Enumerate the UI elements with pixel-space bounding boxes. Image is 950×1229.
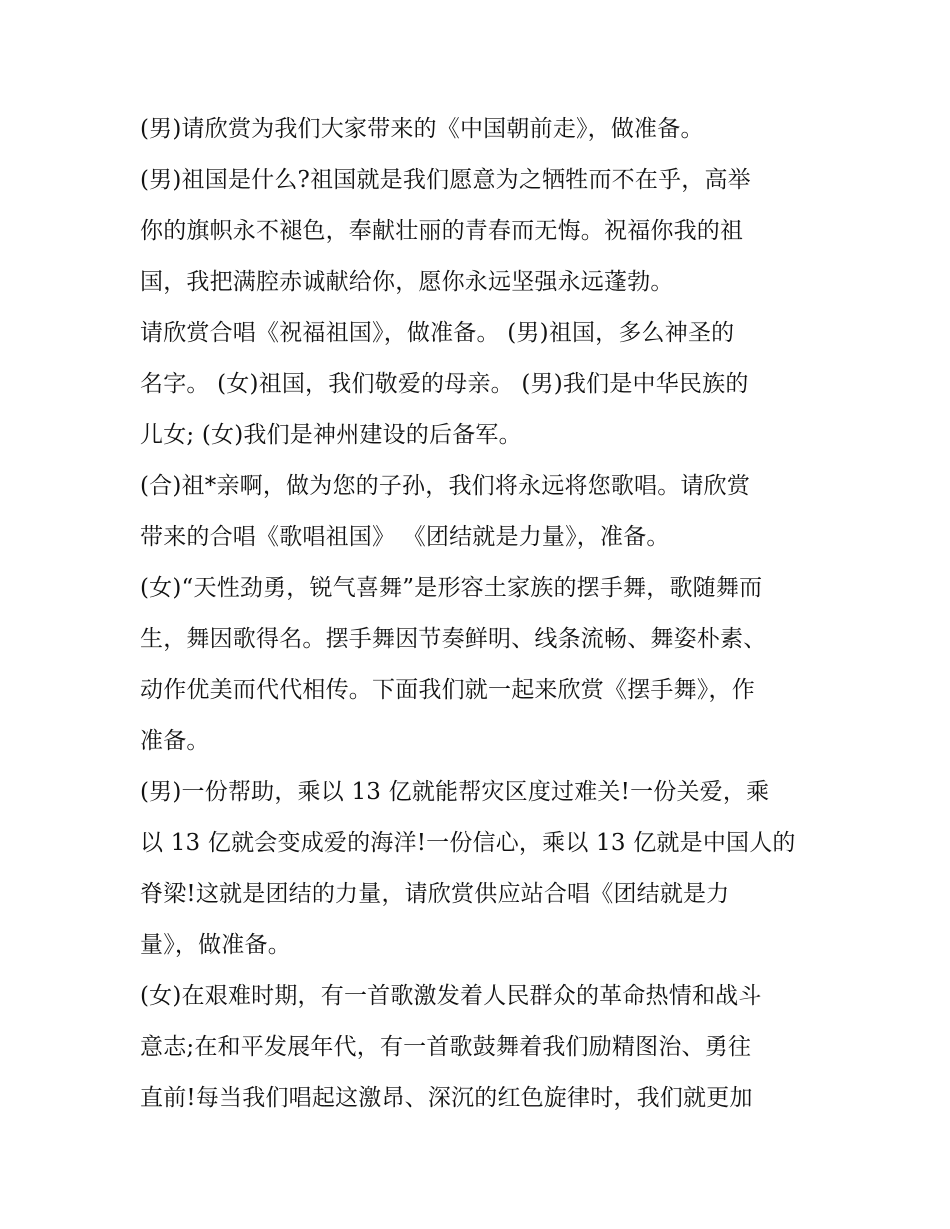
- text-line: 带来的合唱《歌唱祖国》 《团结就是力量》，准备。: [140, 524, 670, 550]
- text-line: (女)在艰难时期，有一首歌激发着人民群众的革命热情和战斗: [140, 983, 762, 1009]
- text-line: 请欣赏合唱《祝福祖国》，做准备。 (男)祖国，多么神圣的: [140, 320, 735, 346]
- text-line: 生，舞因歌得名。摆手舞因节奏鲜明、线条流畅、舞姿朴素、: [140, 626, 767, 652]
- text-line: (合)祖*亲啊，做为您的子孙，我们将永远将您歌唱。请欣赏: [140, 473, 751, 499]
- text-line: 儿女; (女)我们是神州建设的后备军。: [140, 422, 522, 448]
- document-body: [140, 104, 820, 1124]
- text-line: 名字。 (女)祖国，我们敬爱的母亲。 (男)我们是中华民族的: [140, 371, 749, 397]
- text-line: (男)一份帮助，乘以 13 亿就能帮灾区度过难关!一份关爱，乘: [140, 779, 770, 805]
- text-line: 国，我把满腔赤诚献给你，愿你永远坚强永远蓬勃。: [140, 269, 674, 295]
- text-line: (男)祖国是什么?祖国就是我们愿意为之牺牲而不在乎，高举: [140, 167, 751, 193]
- text-line: 脊梁!这就是团结的力量，请欣赏供应站合唱《团结就是力: [140, 881, 730, 907]
- text-line: (男)请欣赏为我们大家带来的《中国朝前走》，做准备。: [140, 116, 704, 142]
- text-line: 动作优美而代代相传。下面我们就一起来欣赏《摆手舞》，作: [140, 677, 755, 703]
- text-line: 准备。: [140, 728, 210, 754]
- text-line: (女)“天性劲勇，锐气喜舞”是形容土家族的摆手舞，歌随舞而: [140, 575, 763, 601]
- text-line: 直前!每当我们唱起这激昂、深沉的红色旋律时，我们就更加: [140, 1085, 753, 1111]
- text-line: 以 13 亿就会变成爱的海洋!一份信心，乘以 13 亿就是中国人的: [140, 830, 796, 856]
- text-line: 量》，做准备。: [140, 932, 291, 958]
- text-line: 意志;在和平发展年代，有一首歌鼓舞着我们励精图治、勇往: [140, 1034, 752, 1060]
- text-line: 你的旗帜永不褪色，奉献壮丽的青春而无悔。祝福你我的祖: [140, 218, 744, 244]
